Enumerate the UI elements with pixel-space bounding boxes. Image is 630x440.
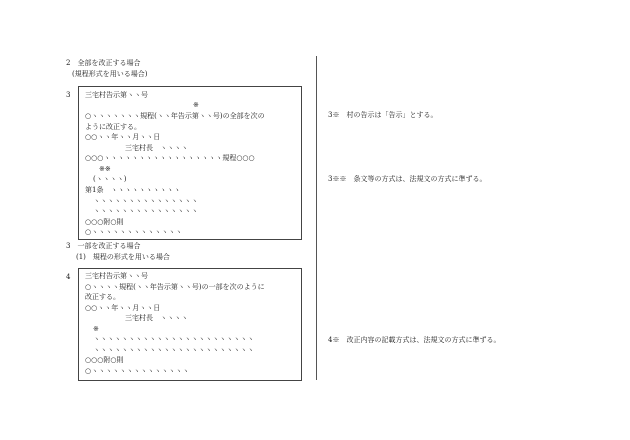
date-line: ○○ヽヽ年ヽヽ月ヽヽ日: [85, 304, 161, 312]
note-mark: ※: [93, 325, 99, 333]
signatory-line: 三宅村長 ヽヽヽヽ: [125, 314, 188, 322]
revision-statement-line: ○ヽヽヽヽ規程(ヽヽ年告示第ヽヽ号)の一部を次のように: [85, 283, 265, 291]
revision-body-line: ヽヽヽヽヽヽヽヽヽヽヽヽヽヽヽヽヽヽヽヽヽヽヽ: [93, 346, 254, 354]
note-article-format: 3※※ 条文等の方式は、法規文の方式に準ずる。: [328, 175, 487, 183]
section-heading-partial-revision: 3 一部を改正する場合: [66, 242, 141, 250]
supplementary-provisions-line: ○ヽヽヽヽヽヽヽヽヽヽヽヽヽヽ: [85, 367, 190, 375]
article-caption: (ヽヽヽヽ): [93, 175, 127, 183]
column-divider: [316, 56, 317, 380]
supplementary-provisions-heading: ○○○附○則: [85, 356, 124, 364]
article-body-line: ヽヽヽヽヽヽヽヽヽヽヽヽヽヽヽ: [93, 197, 198, 205]
example-number: 4: [66, 273, 71, 281]
section-heading-full-revision: 2 全部を改正する場合: [66, 59, 141, 67]
example-box-partial-revision: [78, 268, 302, 381]
revision-statement-line: 改正する。: [85, 293, 120, 301]
section-subheading-rule-format: (1) 規程の形式を用いる場合: [76, 253, 170, 261]
article-body-line: ヽヽヽヽヽヽヽヽヽヽヽヽヽヽヽ: [93, 207, 198, 215]
article-line: 第1条 ヽヽヽヽヽヽヽヽヽヽ: [85, 186, 181, 194]
note-revision-format: 4※ 改正内容の記載方式は、法規文の方式に準ずる。: [328, 336, 501, 344]
supplementary-provisions-line: ○ヽヽヽヽヽヽヽヽヽヽヽヽヽ: [85, 228, 183, 236]
example-number: 3: [66, 91, 71, 99]
note-notice-naming: 3※ 村の告示は「告示」とする。: [328, 111, 438, 119]
note-mark: ※※: [99, 165, 111, 173]
supplementary-provisions-heading: ○○○附○則: [85, 218, 124, 226]
section-subheading-rule-format: (規程形式を用いる場合): [72, 70, 148, 78]
revision-statement-line: ように改正する。: [85, 123, 141, 131]
example-box-full-revision: [78, 86, 302, 240]
rule-title-line: ○○○ヽヽヽヽヽヽヽヽヽヽヽヽヽヽヽヽヽ規程○○○: [85, 154, 255, 162]
revision-body-line: ヽヽヽヽヽヽヽヽヽヽヽヽヽヽヽヽヽヽヽヽヽヽヽ: [93, 335, 254, 343]
revision-statement-line: ○ヽヽヽヽヽヽヽ規程(ヽヽ年告示第ヽヽ号)の全部を次の: [85, 112, 265, 120]
notice-number-line: 三宅村告示第ヽヽ号: [85, 272, 148, 280]
date-line: ○○ヽヽ年ヽヽ月ヽヽ日: [85, 133, 161, 141]
notice-number-line: 三宅村告示第ヽヽ号: [85, 91, 148, 99]
signatory-line: 三宅村長 ヽヽヽヽ: [125, 144, 188, 152]
note-mark: ※: [193, 101, 199, 109]
